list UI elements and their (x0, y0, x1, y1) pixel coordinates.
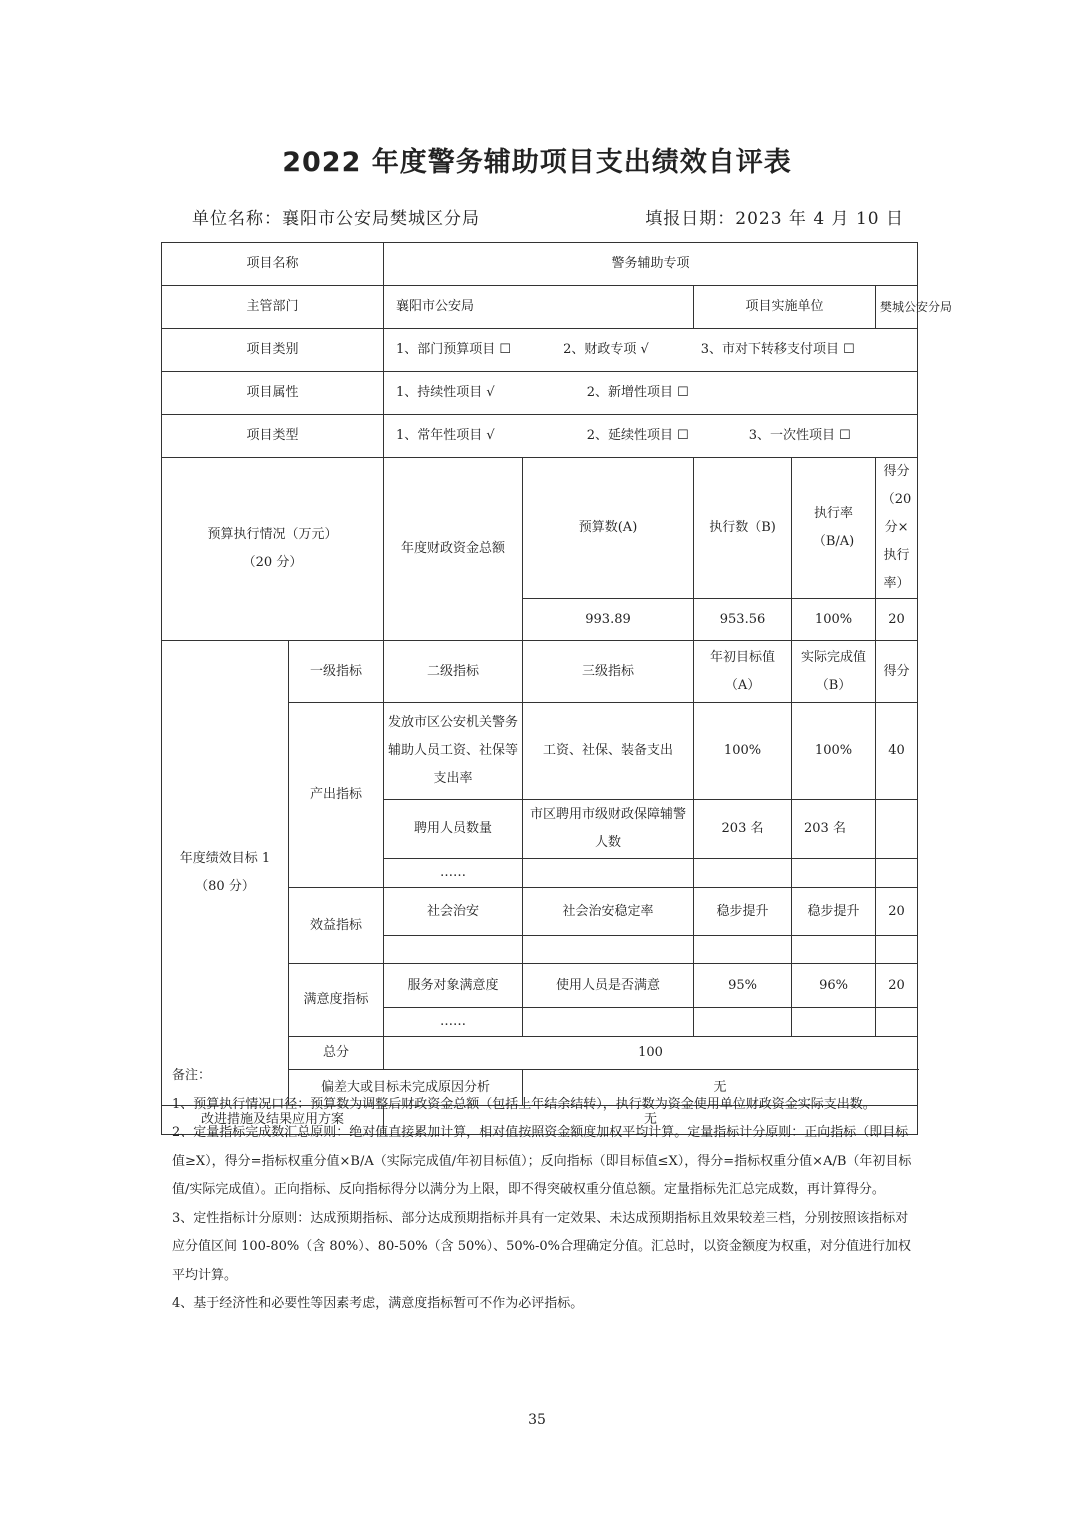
target-cell: 稳步提升 (694, 888, 792, 936)
header-actual: 实际完成值（B） (792, 641, 876, 703)
budget-value-b: 953.56 (694, 599, 792, 641)
target-cell (694, 1008, 792, 1037)
actual-cell (792, 859, 876, 888)
target-cell (694, 936, 792, 964)
type-label: 项目类型 (162, 415, 384, 458)
category-option: 3、市对下转移支付项目 ☐ (700, 342, 855, 357)
deviation-label: 偏差大或目标未完成原因分析 (289, 1070, 523, 1106)
score-cell (876, 859, 918, 888)
header-level2: 二级指标 (384, 641, 523, 703)
row-category (162, 329, 918, 372)
level3-cell (523, 936, 694, 964)
note-item: 4、基于经济性和必要性等因素考虑，满意度指标暂可不作为必评指标。 (172, 1296, 584, 1311)
attribute-option: 2、新增性项目 ☐ (586, 385, 689, 400)
budget-value-rate: 100% (792, 599, 876, 641)
row-budget-headers (162, 458, 918, 599)
actual-cell (792, 936, 876, 964)
level3-cell: 市区聘用市级财政保障辅警人数 (523, 800, 694, 859)
project-name-value: 警务辅助专项 (384, 243, 918, 286)
type-option: 1、常年性项目 √ (396, 428, 495, 443)
category-option: 2、财政专项 √ (563, 342, 649, 357)
actual-cell: 稳步提升 (792, 888, 876, 936)
notes-heading: 备注： (172, 1068, 212, 1083)
level2-cell (384, 936, 523, 964)
level3-cell: 社会治安稳定率 (523, 888, 694, 936)
level3-cell (523, 859, 694, 888)
budget-title: 预算执行情况（万元） (207, 527, 338, 542)
row-department (162, 286, 918, 329)
goal-points: （80 分） (195, 879, 255, 894)
header-level1: 一级指标 (289, 641, 384, 703)
improvement-value: 无 (384, 1106, 918, 1135)
level3-cell: 工资、社保、装备支出 (523, 703, 694, 800)
row-type (162, 415, 918, 458)
target-cell: 100% (694, 703, 792, 800)
budget-header-score: 得分（20 分×执行率） (876, 458, 918, 599)
level2-cell: …… (384, 1008, 523, 1037)
project-name-label: 项目名称 (162, 243, 384, 286)
impl-value: 樊城公安分局 (876, 286, 918, 329)
budget-header-a: 预算数(A) (523, 458, 694, 599)
total-value: 100 (384, 1037, 918, 1070)
level2-cell: 服务对象满意度 (384, 964, 523, 1008)
type-options (384, 415, 918, 458)
budget-total-label: 年度财政资金总额 (384, 458, 523, 641)
note-item: 3、定性指标计分原则：达成预期指标、部分达成预期指标并具有一定效果、未达成预期指标且效果较差三档，分别按照该指标对应分值区间 100-80%（含 80%）、80-50%（含 50%）、50%-0%合理确定分值。汇总时，以资金额度为权重，对分值进行加权平均计算。 (172, 1210, 912, 1283)
budget-header-rate: 执行率（B/A) (792, 458, 876, 599)
level2-cell: 聘用人员数量 (384, 800, 523, 859)
target-cell (694, 859, 792, 888)
score-cell: 20 (876, 964, 918, 1008)
actual-cell (792, 1008, 876, 1037)
header-target: 年初目标值（A） (694, 641, 792, 703)
attribute-options (384, 372, 918, 415)
attribute-option: 1、持续性项目 √ (396, 385, 495, 400)
goal-title: 年度绩效目标 1 (179, 851, 271, 866)
level2-cell: 发放市区公安机关警务辅助人员工资、社保等支出率 (384, 703, 523, 800)
row-project-name (162, 243, 918, 286)
score-cell (876, 1008, 918, 1037)
page-number: 35 (528, 1412, 546, 1428)
budget-value-score: 20 (876, 599, 918, 641)
actual-cell: 100% (792, 703, 876, 800)
budget-header-b: 执行数（B) (694, 458, 792, 599)
unit-name: 单位名称：襄阳市公安局樊城区分局 (192, 209, 480, 229)
header-score: 得分 (876, 641, 918, 703)
score-cell (876, 800, 918, 859)
budget-label (162, 458, 384, 641)
fill-date: 填报日期：2023 年 4 月 10 日 (645, 209, 904, 229)
row-indicator-headers (162, 641, 918, 703)
target-cell: 203 名 (694, 800, 792, 859)
improvement-label: 改进措施及结果应用方案 (162, 1106, 384, 1135)
attribute-label: 项目属性 (162, 372, 384, 415)
score-cell: 40 (876, 703, 918, 800)
goal-label (162, 641, 289, 1106)
actual-cell: 203 名 (792, 800, 876, 859)
type-option: 3、一次性项目 ☐ (748, 428, 851, 443)
dept-value: 襄阳市公安局 (384, 286, 694, 329)
category-option: 1、部门预算项目 ☐ (396, 342, 512, 357)
budget-points: （20 分） (242, 555, 303, 570)
total-label: 总分 (289, 1037, 384, 1070)
notes (172, 1062, 912, 1319)
evaluation-table (161, 242, 953, 1135)
level2-cell: …… (384, 859, 523, 888)
score-cell (876, 936, 918, 964)
target-cell: 95% (694, 964, 792, 1008)
row-attribute (162, 372, 918, 415)
dept-label: 主管部门 (162, 286, 384, 329)
header-level3: 三级指标 (523, 641, 694, 703)
category-options (384, 329, 918, 372)
actual-cell: 96% (792, 964, 876, 1008)
note-item: 1、预算执行情况口径：预算数为调整后财政资金总额（包括上年结余结转），执行数为资金使用单位财政资金实际支出数。 (172, 1096, 876, 1112)
output-label: 产出指标 (289, 703, 384, 888)
page-title: 2022 年度警务辅助项目支出绩效自评表 (282, 147, 792, 178)
benefit-label: 效益指标 (289, 888, 384, 964)
level2-cell: 社会治安 (384, 888, 523, 936)
category-label: 项目类别 (162, 329, 384, 372)
level3-cell: 使用人员是否满意 (523, 964, 694, 1008)
budget-value-a: 993.89 (523, 599, 694, 641)
note-item: 2、定量指标完成数汇总原则：绝对值直接累加计算，相对值按照资金额度加权平均计算。定量指标计分原则：正向指标（即目标值≥X），得分=指标权重分值×B/A（实际完成值/年初目标值）；反向指标（即目标值≤X），得分=指标权重分值×A/B（年初目标值/实际完成值）。正向指标、反向指标得分以满分为上限，即不得突破权重分值总额。定量指标先汇总完成数，再计算得分。 (172, 1125, 912, 1197)
satisfaction-label: 满意度指标 (289, 964, 384, 1037)
impl-label: 项目实施单位 (694, 286, 876, 329)
deviation-value: 无 (523, 1070, 918, 1106)
type-option: 2、延续性项目 ☐ (586, 428, 689, 443)
level3-cell (523, 1008, 694, 1037)
score-cell: 20 (876, 888, 918, 936)
